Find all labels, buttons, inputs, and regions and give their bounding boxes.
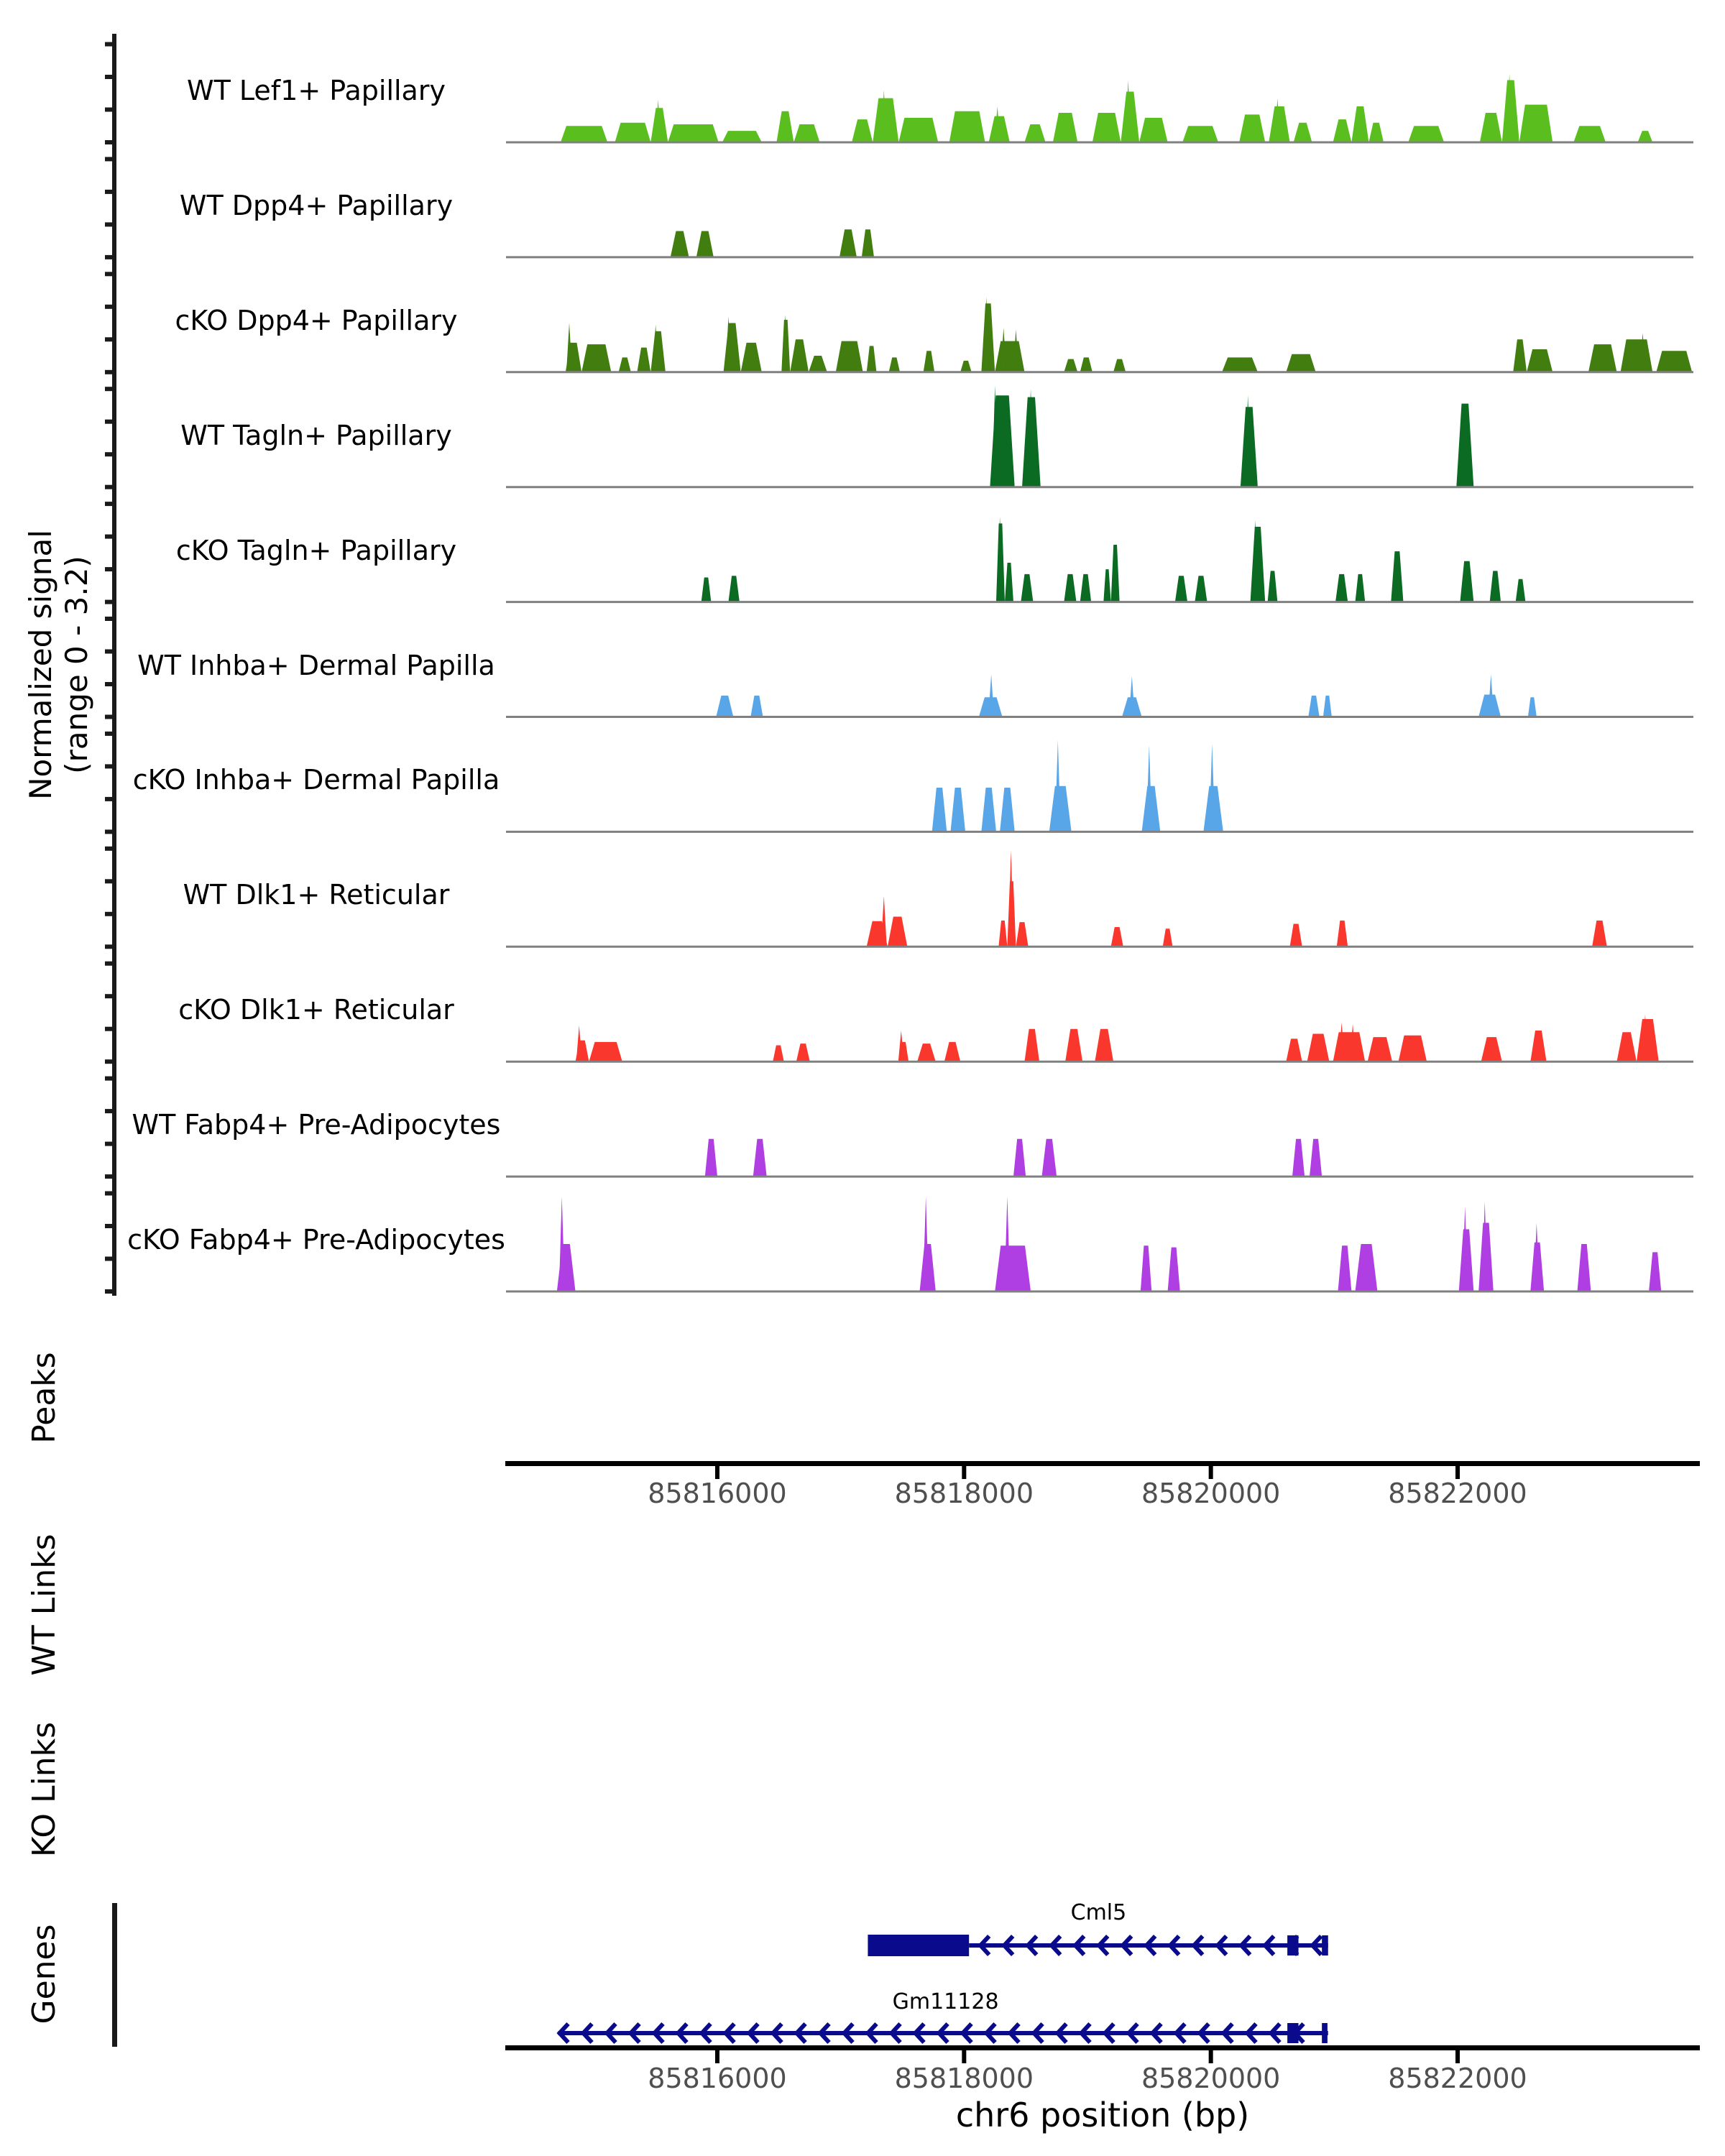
signal-axis-tick xyxy=(105,75,114,79)
signal-peak xyxy=(1333,119,1352,142)
track-label: WT Tagln+ Papillary xyxy=(180,419,452,451)
signal-peak xyxy=(867,346,877,372)
signal-peak xyxy=(794,124,819,142)
signal-peak xyxy=(1024,1029,1039,1062)
signal-peak xyxy=(995,1245,1031,1291)
x-axis-tick-label: 85818000 xyxy=(894,1478,1034,1509)
signal-axis-tick xyxy=(105,190,114,194)
signal-axis-tick xyxy=(105,1257,114,1261)
signal-axis-tick xyxy=(105,829,114,834)
signal-spike xyxy=(1004,1197,1010,1291)
signal-peak xyxy=(1307,1034,1330,1062)
signal-peak xyxy=(1111,927,1123,946)
section-label-genes: Genes xyxy=(26,1924,63,2024)
x-axis-tick-label: 85820000 xyxy=(1141,2063,1281,2094)
signal-peak xyxy=(1024,124,1045,142)
signal-peak xyxy=(1337,921,1348,946)
section-label-peaks: Peaks xyxy=(26,1352,63,1444)
track-label: cKO Dpp4+ Papillary xyxy=(175,304,458,336)
signal-peak xyxy=(1294,123,1312,142)
section-label-ko-links: KO Links xyxy=(26,1721,63,1858)
x-axis-tick-label: 85820000 xyxy=(1141,1478,1281,1509)
signal-axis-tick xyxy=(105,1224,114,1228)
signal-peak xyxy=(836,341,863,372)
signal-peak xyxy=(809,356,827,372)
signal-peak xyxy=(1399,1036,1427,1061)
signal-peak xyxy=(1000,788,1015,831)
signal-peak xyxy=(1356,1244,1378,1291)
signal-peak xyxy=(741,343,762,372)
y-axis-label-line2: (range 0 - 3.2) xyxy=(59,556,94,774)
signal-peak xyxy=(722,131,762,142)
signal-peak xyxy=(561,126,607,142)
track-label: WT Inhba+ Dermal Papilla xyxy=(137,649,495,681)
signal-peak xyxy=(917,1044,936,1061)
signal-peak xyxy=(619,357,631,372)
signal-axis-tick xyxy=(105,944,114,949)
signal-axis-tick xyxy=(105,1289,114,1294)
signal-peak xyxy=(862,229,874,257)
signal-peak xyxy=(1021,574,1033,602)
signal-peak xyxy=(668,124,718,142)
signal-peak xyxy=(1268,571,1278,602)
signal-axis-tick xyxy=(105,222,114,226)
gene-label: Cml5 xyxy=(1070,1900,1127,1925)
signal-peak xyxy=(1005,563,1013,602)
signal-peak xyxy=(1621,339,1653,372)
signal-axis-tick xyxy=(105,879,114,883)
signal-axis-tick xyxy=(105,962,114,966)
signal-axis-tick xyxy=(105,272,114,276)
signal-peak xyxy=(995,341,1024,372)
x-axis-tick xyxy=(962,2050,966,2063)
signal-peak xyxy=(1292,1139,1305,1176)
signal-peak xyxy=(1649,1252,1661,1291)
signal-peak xyxy=(1368,1037,1392,1061)
signal-axis-tick xyxy=(105,764,114,768)
signal-peak xyxy=(1103,569,1110,602)
signal-axis-tick xyxy=(105,305,114,309)
signal-peak xyxy=(1064,359,1077,372)
track-label: cKO Tagln+ Papillary xyxy=(175,534,457,566)
track-label: WT Fabp4+ Pre-Adipocytes xyxy=(132,1109,501,1141)
gene-model xyxy=(558,2023,1328,2043)
signal-axis-tick xyxy=(105,847,114,851)
signal-peak xyxy=(1182,126,1218,142)
gene-small-exon-box xyxy=(1287,1935,1298,1955)
signal-peak xyxy=(998,921,1007,946)
signal-spike xyxy=(1129,676,1135,717)
gene-small-exon-box xyxy=(1287,2023,1298,2043)
signal-axis-tick xyxy=(105,682,114,686)
signal-peak xyxy=(852,119,873,142)
signal-peak xyxy=(1351,106,1368,142)
signal-peak xyxy=(1513,339,1527,372)
signal-peak xyxy=(981,788,996,831)
signal-peak xyxy=(950,788,965,831)
signal-axis-tick xyxy=(105,337,114,341)
signal-peak xyxy=(702,577,712,602)
signal-peak xyxy=(1195,576,1207,602)
signal-peak xyxy=(1053,113,1077,142)
signal-peak xyxy=(889,357,900,372)
signal-axis-tick xyxy=(105,1059,114,1064)
signal-peak xyxy=(1175,576,1187,602)
signal-axis-tick xyxy=(105,617,114,621)
signal-peak xyxy=(1308,696,1319,717)
signal-axis-tick xyxy=(105,567,114,571)
signal-peak xyxy=(1656,351,1692,372)
signal-peak xyxy=(1139,118,1167,142)
signal-peak xyxy=(776,111,794,142)
signal-peak xyxy=(1527,349,1552,372)
signal-axis-tick xyxy=(105,1174,114,1179)
gene-label: Gm11128 xyxy=(892,1989,999,2014)
signal-axis-tick xyxy=(105,1142,114,1146)
signal-peak xyxy=(705,1139,717,1176)
signal-peak xyxy=(1286,354,1315,372)
signal-axis-tick xyxy=(105,650,114,654)
gene-model xyxy=(868,1935,1328,1956)
signal-peak xyxy=(1368,123,1384,142)
signal-axis-tick xyxy=(105,485,114,489)
signal-peak xyxy=(790,339,809,372)
signal-peak xyxy=(960,361,971,372)
track-label: cKO Dlk1+ Reticular xyxy=(178,994,454,1026)
signal-axis-tick xyxy=(105,255,114,259)
track-label: WT Dlk1+ Reticular xyxy=(183,879,450,911)
signal-peak xyxy=(1310,1139,1322,1176)
signal-axis-tick xyxy=(105,108,114,112)
signal-axis-tick xyxy=(105,452,114,456)
signal-peak xyxy=(1616,1032,1636,1061)
signal-axis-tick xyxy=(105,502,114,506)
signal-peak xyxy=(1519,105,1552,142)
signal-peak xyxy=(696,231,714,257)
signal-peak xyxy=(1408,126,1444,142)
signal-peak xyxy=(1530,1031,1546,1061)
signal-peak xyxy=(1333,1032,1366,1061)
signal-peak xyxy=(1080,357,1092,372)
gene-exon-box xyxy=(868,1935,969,1956)
genes-axis-spine xyxy=(112,1903,117,2047)
track-label: WT Dpp4+ Papillary xyxy=(179,189,454,221)
signal-axis-tick xyxy=(105,1077,114,1081)
signal-peak xyxy=(1338,1245,1351,1291)
signal-peak xyxy=(1013,1139,1026,1176)
signal-peak xyxy=(932,788,947,831)
signal-axis-tick xyxy=(105,535,114,539)
signal-peak xyxy=(750,696,763,717)
signal-peak xyxy=(1592,921,1607,946)
signal-peak xyxy=(1111,545,1120,602)
x-axis-tick-label: 85816000 xyxy=(648,1478,787,1509)
signal-axis-tick xyxy=(105,912,114,916)
signal-peak xyxy=(1141,1245,1151,1291)
signal-peak xyxy=(1460,561,1473,602)
signal-peak xyxy=(1290,923,1302,946)
signal-peak xyxy=(581,344,611,372)
signal-axis-tick xyxy=(105,994,114,998)
signal-peak xyxy=(1480,113,1502,142)
signal-peak xyxy=(1481,1037,1502,1061)
signal-axis-tick xyxy=(105,387,114,391)
signal-axis-tick xyxy=(105,732,114,736)
signal-axis-tick xyxy=(105,42,114,47)
signal-peak xyxy=(1391,551,1403,602)
signal-peak xyxy=(716,696,733,717)
signal-peak xyxy=(796,1044,810,1061)
signal-peak xyxy=(840,229,857,257)
signal-peak xyxy=(1516,579,1526,602)
signal-peak xyxy=(1064,574,1076,602)
signal-peak xyxy=(1092,113,1121,142)
x-axis-tick-label: 85822000 xyxy=(1388,1478,1527,1509)
signal-peak xyxy=(1095,1029,1113,1062)
signal-peak xyxy=(1356,574,1366,602)
signal-peak xyxy=(1113,359,1126,372)
signal-peak xyxy=(1456,404,1473,487)
signal-peak xyxy=(671,231,689,257)
signal-axis-tick xyxy=(105,140,114,144)
signal-peak xyxy=(728,576,739,602)
signal-peak xyxy=(1163,929,1173,946)
signal-peak xyxy=(1490,571,1501,602)
signal-peak xyxy=(924,351,934,372)
x-axis-tick-label: 85822000 xyxy=(1388,2063,1527,2094)
gene-terminal-bar xyxy=(1322,1935,1328,1955)
signal-peak xyxy=(1286,1038,1302,1061)
signal-peak xyxy=(1323,696,1332,717)
signal-peak xyxy=(1638,131,1653,142)
signal-axis-tick xyxy=(105,1109,114,1113)
signal-peak xyxy=(949,111,985,142)
signal-axis-tick xyxy=(105,715,114,719)
signal-peak xyxy=(1573,126,1606,142)
track-label: cKO Fabp4+ Pre-Adipocytes xyxy=(127,1224,505,1256)
signal-axis-tick xyxy=(105,157,114,161)
signal-peak xyxy=(589,1042,622,1061)
signal-peak xyxy=(1335,574,1348,602)
x-axis-title: chr6 position (bp) xyxy=(955,2096,1250,2134)
signal-peak xyxy=(1578,1244,1591,1291)
x-axis-tick-label: 85816000 xyxy=(648,2063,787,2094)
signal-peak xyxy=(1065,1029,1082,1062)
signal-peak xyxy=(1528,697,1537,717)
signal-peak xyxy=(898,118,938,142)
x-axis-line xyxy=(505,1461,1700,1466)
track-label: cKO Inhba+ Dermal Papilla xyxy=(132,764,500,796)
signal-peak xyxy=(615,123,651,142)
signal-peak xyxy=(1080,574,1091,602)
signal-axis-tick xyxy=(105,1192,114,1196)
x-axis-line xyxy=(505,2045,1700,2050)
signal-peak xyxy=(773,1045,783,1061)
signal-peak xyxy=(1222,357,1258,372)
signal-axis-tick xyxy=(105,370,114,374)
signal-peak xyxy=(1041,1139,1057,1176)
signal-peak xyxy=(753,1139,767,1176)
signal-peak xyxy=(1016,922,1028,946)
signal-axis-tick xyxy=(105,1027,114,1031)
x-axis-tick xyxy=(1455,2050,1460,2063)
x-axis-tick xyxy=(715,2050,719,2063)
x-axis-tick xyxy=(1209,2050,1213,2063)
signal-peak xyxy=(1239,114,1265,142)
signal-peak xyxy=(637,348,650,372)
x-axis-tick-label: 85818000 xyxy=(894,2063,1034,2094)
signal-axis-tick xyxy=(105,797,114,801)
signal-axis-tick xyxy=(105,600,114,604)
track-label: WT Lef1+ Papillary xyxy=(187,75,446,106)
signal-peak xyxy=(888,916,907,946)
signal-peak xyxy=(1588,344,1616,372)
y-axis-label-line1: Normalized signal xyxy=(23,530,58,800)
y-axis-label xyxy=(23,471,95,859)
signal-axis-tick xyxy=(105,420,114,424)
signal-spike xyxy=(988,674,994,717)
gene-terminal-bar xyxy=(1322,2023,1328,2043)
signal-peak xyxy=(1168,1248,1180,1291)
signal-peak xyxy=(944,1042,960,1061)
section-label-wt-links: WT Links xyxy=(26,1534,63,1676)
